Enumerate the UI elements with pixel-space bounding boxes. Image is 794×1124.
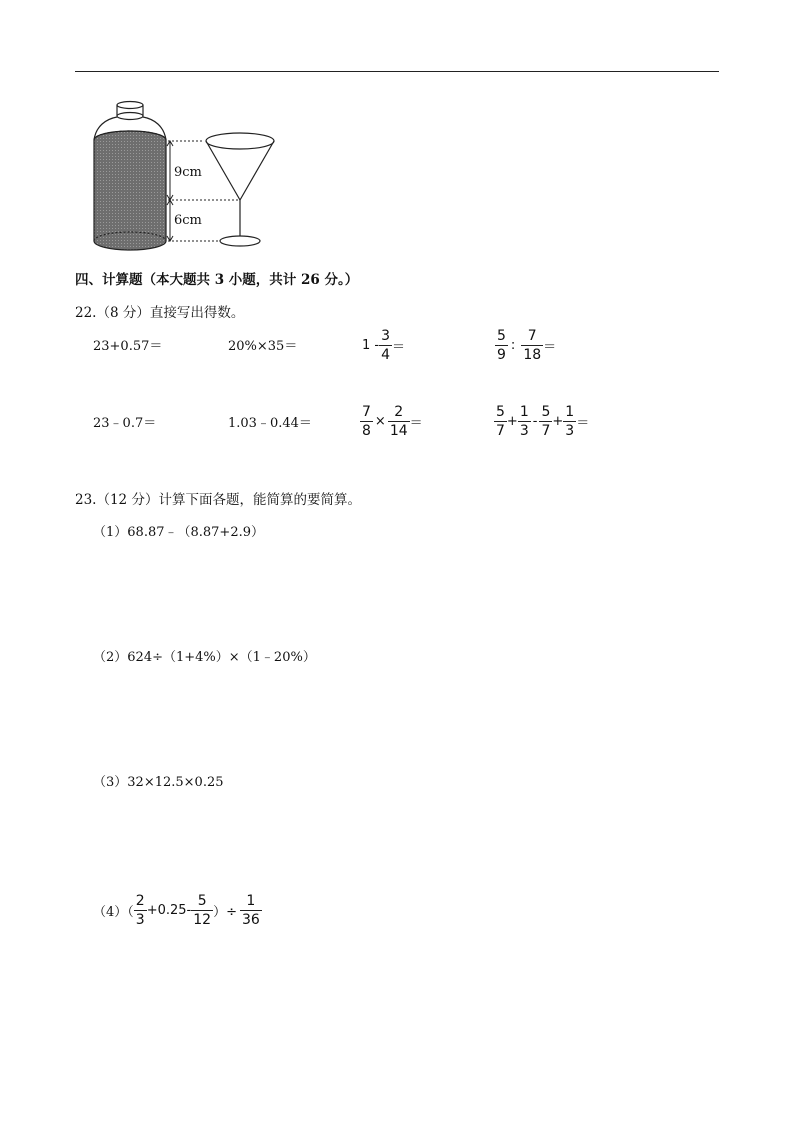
q22-r2c3: $\frac{7}{8}$ × $\frac{2}{14}$ ＝ (362, 404, 423, 439)
q23-part-3: （3）32×12.5×0.25 (93, 775, 224, 790)
bottle-drawing (94, 102, 166, 251)
q22-r1c1: 23+0.57＝ (93, 339, 163, 354)
r2c4-fraction-4: $\frac{1}{3}$ (565, 404, 575, 439)
r2c4-fraction-1: $\frac{5}{7}$ (496, 404, 505, 439)
p4-fraction-3: $\frac{1}{36}$ (241, 893, 260, 928)
q22-title: 22.（8 分）直接写出得数。 (75, 305, 245, 321)
q23-title: 23.（12 分）计算下面各题，能简算的要简算。 (75, 492, 361, 508)
q22-r2c2: 1.03﹣0.44＝ (228, 416, 312, 431)
r2c3-fraction-1: $\frac{7}{8}$ (362, 404, 371, 439)
r2c4-fraction-3: $\frac{5}{7}$ (541, 404, 551, 439)
dimension-label-bottom: 6cm (174, 213, 202, 228)
q22-r1c4: $\frac{5}{9}$ : $\frac{7}{18}$ ＝ (497, 328, 557, 363)
q22-r1c3: 1 - $\frac{3}{4}$ ＝ (362, 328, 406, 363)
q22-r2c1: 23﹣0.7＝ (93, 416, 157, 431)
r2c3-fraction-2: $\frac{2}{14}$ (389, 404, 408, 439)
p4-fraction-1: $\frac{2}{3}$ (135, 893, 145, 928)
header-rule (75, 71, 719, 72)
dimension-label-top: 9cm (174, 165, 202, 180)
q23-part-1: （1）68.87﹣（8.87+2.9） (93, 525, 264, 540)
q23-part-4: （4）（ $\frac{2}{3}$ +0.25- $\frac{5}{12}$ ）÷ $\frac{1}{36}$ (93, 893, 260, 928)
q22-r2c4: $\frac{5}{7}$ + $\frac{1}{3}$ - $\frac{5}{7}$ + $\frac{1}{3}$ ＝ (496, 404, 590, 439)
r1c3-fraction: $\frac{3}{4}$ (381, 328, 391, 363)
r1c4-fraction-2: $\frac{7}{18}$ (523, 328, 542, 363)
r1c4-fraction-1: $\frac{5}{9}$ (497, 328, 506, 363)
r2c4-fraction-2: $\frac{1}{3}$ (519, 404, 529, 439)
section-heading: 四、计算题（本大题共 3 小题，共计 26 分。） (75, 272, 359, 288)
q22-r1c2: 20%×35＝ (228, 339, 298, 354)
r1c3-lead: 1 - (362, 338, 380, 353)
q23-part-2: （2）624÷（1+4%）×（1﹣20%） (93, 650, 316, 665)
goblet-drawing (206, 133, 274, 246)
p4-fraction-2: $\frac{5}{12}$ (193, 893, 212, 928)
